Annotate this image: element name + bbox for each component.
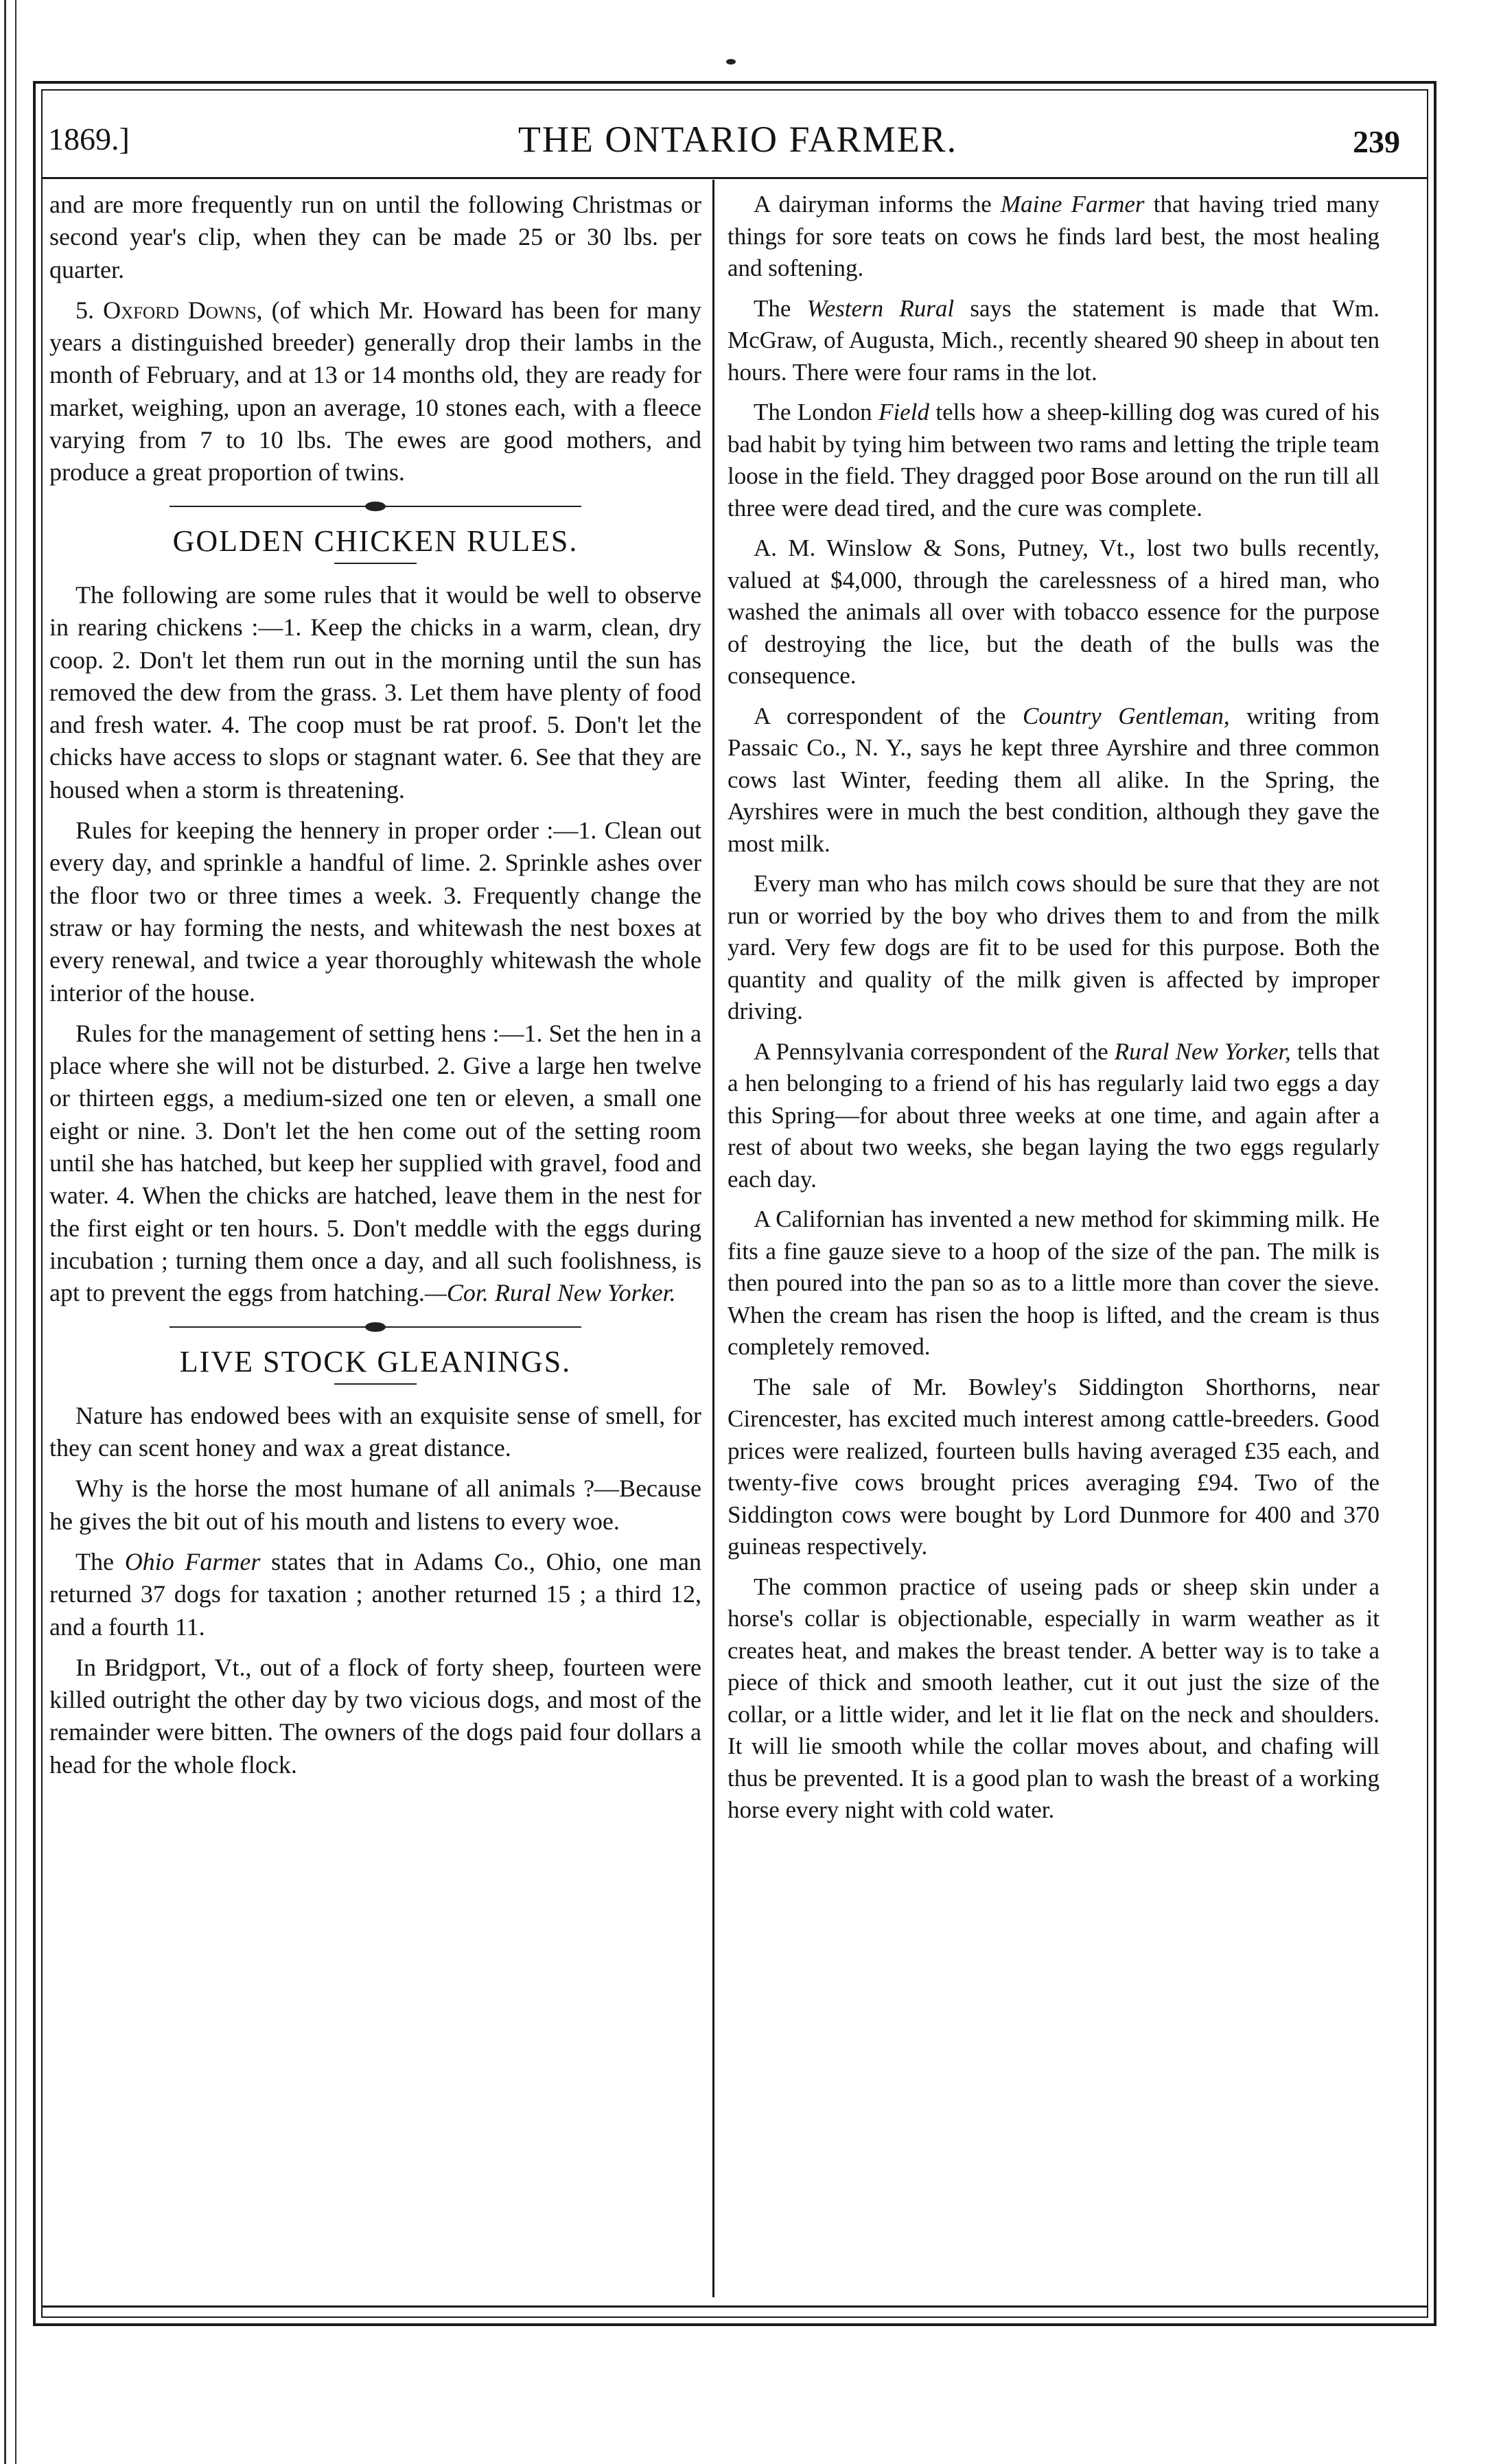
paragraph (49, 1018, 701, 1310)
binding-edge-line (15, 0, 16, 2464)
paragraph: Rules for keeping the hennery in proper order :—1. Clean out every day, and sprinkle a handful of lime. 2. Sprinkle ashes over the floor two or three times a week. 3. Frequently change the straw or hay forming the nests, and whitewash the nest boxes at every renewal, and twice a year thoroughly whitewash the whole interior of the house. (49, 817, 701, 1007)
paragraph-text: A dairyman informs the (754, 191, 1001, 218)
journal-title: THE ONTARIO FARMER. (517, 119, 958, 160)
paragraph-text: A Pennsylvania correspondent of the (754, 1037, 1115, 1065)
section-ornament (170, 1322, 581, 1332)
paragraph (728, 701, 1380, 860)
paragraph: A. M. Winslow & Sons, Putney, Vt., lost two bulls recently, valued at $4,000, through the carelessness of a hired man, who washed the animals all over with tobacco essence for the purpose of destroying the lice, but the death of the bulls was the consequence. (728, 535, 1380, 689)
publication-name: Rural New Yorker, (1114, 1037, 1291, 1065)
right-column (728, 189, 1380, 1835)
paragraph: The common practice of useing pads or sheep skin under a horse's collar is objectionable, especially in warm weather as it creates heat, and makes the breast tender. A better way is to take a piece of thick and smooth leather, cut it out just the size of the collar, or a little wider, and let it lie flat on the neck and shoulders. It will lie smooth while the collar moves about, and chafing will thus be prevented. It is a good plan to wash the breast of a working horse every night with cold water. (728, 1573, 1380, 1823)
header-year: 1869.] (48, 121, 130, 156)
left-column (49, 189, 701, 1790)
paragraph-text: that having tried many things for sore teats on cows he finds lard best, the most healing and softening. (728, 191, 1380, 281)
bottom-rule (41, 2305, 1428, 2308)
paragraph-text: A correspondent of the (754, 702, 1023, 729)
paragraph-text: Rules for the management of setting hens :—1. Set the hen in a place where she will not be disturbed. 2. Give a large hen twelve or thirteen eggs, a medium-sized one ten or eleven, a small one eight or nine. 3. Don't let the hen come out of the setting room until she has hatched, but keep her supplied with gravel, food and water. 4. When the chicks are hatched, leave them in the nest for the first eight or ten hours. 5. Don't meddle with the eggs during incubation ; turning them once a day, and all such foolishness, is apt to prevent the eggs from hatching. (49, 1019, 701, 1307)
paragraph: Nature has endowed bees with an exquisite sense of smell, for they can scent honey and wax a great distance. (49, 1401, 701, 1462)
paragraph: The following are some rules that it would be well to observe in rearing chickens :—1. Keep the chicks in a warm, clean, dry coop. 2. Don't let them run out in the morning until the sun has removed the dew from the grass. 3. Let them have plenty of food and fresh water. 4. The coop must be rat proof. 5. Don't let the chicks have access to slops or stagnant water. 6. See that they are housed when a storm is threatening. (49, 580, 701, 803)
paragraph (728, 189, 1380, 285)
heading-rule (334, 1383, 417, 1385)
section-heading: GOLDEN CHICKEN RULES. (172, 524, 579, 558)
paragraph-text: says the statement is made that Wm. McGraw, of Augusta, Mich., recently sheared 90 sheep in about ten hours. There were four rams in the lot. (728, 294, 1380, 386)
scan-speck (726, 59, 736, 64)
paragraph-text: tells how a sheep-killing dog was cured of his bad habit by tying him between two rams and letting the triple team loose in the field. They dragged poor Bose around on the run till all three were dead tired, and the cure was complete. (728, 399, 1380, 521)
heading-rule (334, 563, 417, 564)
paragraph: A Californian has invented a new method for skimming milk. He fits a fine gauze sieve to a hoop of the size of the pan. The milk is then poured into the pan so as to a little more than cover the sieve. When the cream has risen the hoop is lifted, and the cream is thus completely removed. (728, 1206, 1380, 1360)
publication-name: Western Rural (806, 294, 955, 322)
paragraph-text: The (75, 1547, 125, 1575)
column-divider (712, 180, 714, 2297)
page-number: 239 (1353, 124, 1400, 159)
paragraph-text: The London (754, 399, 879, 425)
paragraph-text: tells that a hen belonging to a friend of his has regularly laid two eggs a day this Spring—for about three weeks at one time, and again after a rest of about two weeks, she began laying the two eggs regularly each day. (728, 1037, 1380, 1193)
paragraph: Every man who has milch cows should be sure that they are not run or worried by the boy who drives them to and from the milk yard. Very few dogs are fit to be used for this purpose. Both the quantity and quality of the milk given is affected by improper driving. (728, 870, 1380, 1024)
publication-name: Country Gentleman, (1022, 702, 1230, 729)
paragraph (49, 1546, 701, 1643)
paragraph: Why is the horse the most humane of all animals ?—Because he gives the bit out of his mouth and listens to every woe. (49, 1475, 701, 1535)
publication-name: Maine Farmer (1000, 191, 1145, 218)
publication-name: Ohio Farmer (124, 1547, 261, 1575)
paragraph (728, 397, 1380, 524)
header-rule (41, 177, 1428, 179)
paragraph (728, 293, 1380, 389)
paragraph (49, 294, 701, 489)
paragraph: and are more frequently run on until the following Christmas or second year's clip, when they can be made 25 or 30 lbs. per quarter. (49, 191, 701, 283)
paragraph-text: (of which Mr. Howard has been for many years a distinguished breeder) generally drop their lambs in the month of February, and at 13 or 14 months old, they are ready for market, weighing, upon an average, 10 stones each, with a fleece varying from 7 to 10 lbs. The ewes are good mothers, and produce a great proportion of twins. (49, 296, 701, 486)
binding-edge-line (4, 0, 6, 2464)
publication-name: Field (879, 399, 929, 425)
source-credit: —Cor. Rural New Yorker. (424, 1279, 676, 1307)
paragraph-text: The (754, 294, 807, 322)
paragraph: The sale of Mr. Bowley's Siddington Shorthorns, near Cirencester, has excited much interest among cattle-breeders. Good prices were realized, fourteen bulls having averaged £35 each, and twenty-five cows brought prices averaging £94. Two of the Siddington cows were bought by Lord Dunmore for 400 and 370 guineas respectively. (728, 1373, 1380, 1560)
section-heading: LIVE STOCK GLEANINGS. (179, 1344, 572, 1378)
paragraph (728, 1036, 1380, 1196)
paragraph: In Bridgport, Vt., out of a flock of forty sheep, fourteen were killed outright the other day by two vicious dogs, and most of the remainder were bitten. The owners of the dogs paid four dollars a head for the whole flock. (49, 1653, 701, 1779)
section-ornament (170, 502, 581, 511)
paragraph-text: states that in Adams Co., Ohio, one man returned 37 dogs for taxation ; another returned 15 ; a third 12, and a fourth 11. (49, 1547, 702, 1641)
running-header (48, 115, 1428, 177)
paragraph-text: writing from Passaic Co., N. Y., says he kept three Ayrshire and three common cows last Winter, feeding them all alike. In the Spring, the Ayrshires were in much the best condition, although they gave the most milk. (728, 702, 1380, 857)
breed-name: 5. Oxford Downs, (75, 296, 263, 324)
